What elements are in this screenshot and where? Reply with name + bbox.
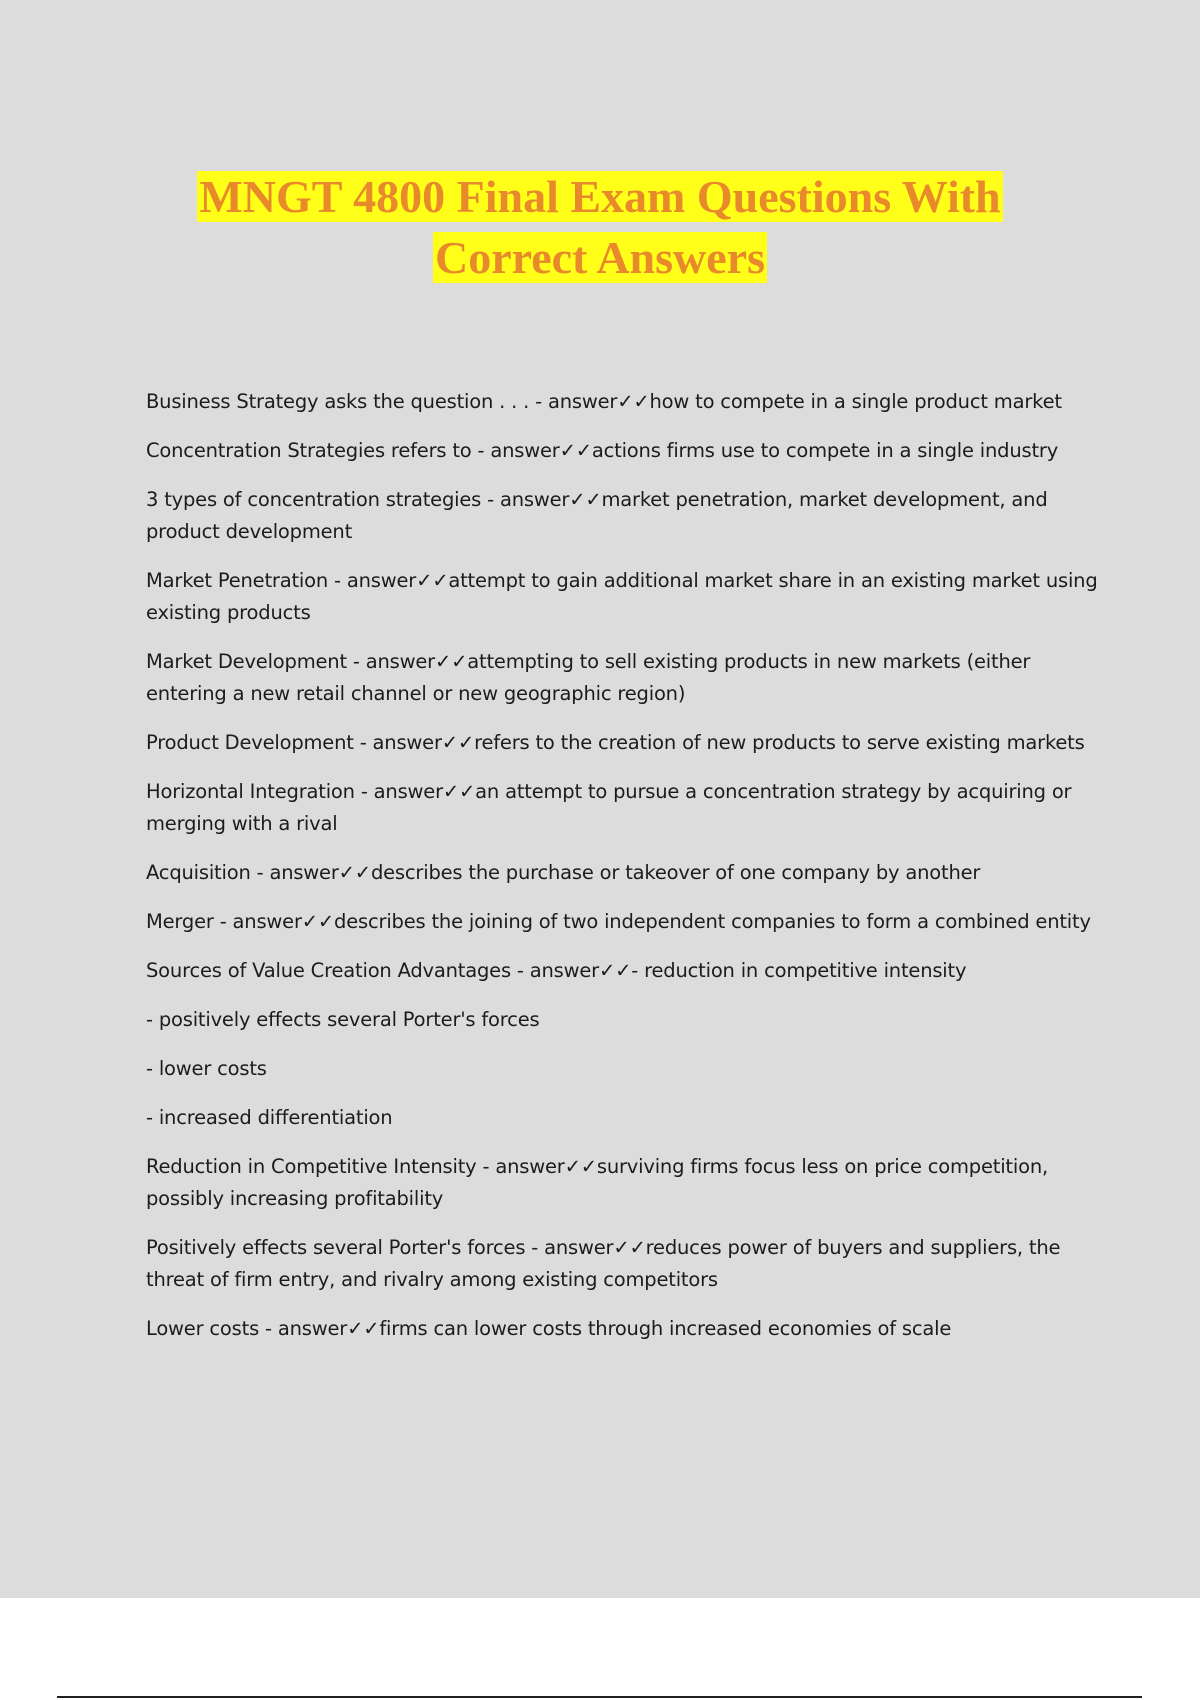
qa-item — [146, 435, 1098, 467]
qa-term: Business Strategy asks the question . . . — [146, 390, 530, 413]
qa-item — [146, 1151, 1098, 1215]
qa-item — [146, 484, 1098, 548]
qa-answer-marker: - answer✓✓ — [250, 861, 371, 884]
qa-answer-marker: - answer✓✓ — [481, 488, 602, 511]
qa-answer-marker: - answer✓✓ — [259, 1317, 380, 1340]
qa-answer: surviving firms focus less on price competition, possibly increasing profitability — [146, 1155, 1048, 1210]
qa-answer-marker: - answer✓✓ — [354, 780, 476, 803]
qa-answer-marker: - answer✓✓ — [471, 439, 592, 462]
qa-answer-marker: - answer✓✓ — [213, 910, 335, 933]
qa-answer-marker: - answer✓✓ — [525, 1236, 646, 1259]
qa-item — [146, 955, 1098, 987]
document-title — [170, 166, 1030, 288]
qa-answer: actions firms use to compete in a single industry — [591, 439, 1059, 462]
document-title-highlight: MNGT 4800 Final Exam Questions With Correct Answers — [199, 171, 1001, 283]
qa-term: Lower costs — [146, 1317, 260, 1340]
qa-answer: describes the joining of two independent companies to form a combined entity — [334, 910, 1091, 933]
qa-term: Concentration Strategies refers to — [146, 439, 472, 462]
qa-answer: attempt to gain additional market share in an existing market using existing products — [146, 569, 1098, 624]
qa-answer-marker: - answer✓✓ — [353, 731, 475, 754]
qa-term: 3 types of concentration strategies — [146, 488, 482, 511]
qa-answer-marker: - answer✓✓ — [529, 390, 650, 413]
qa-answer: - reduction in competitive intensity — [631, 959, 967, 982]
qa-item — [146, 776, 1098, 840]
qa-item — [146, 565, 1098, 629]
qa-answer: describes the purchase or takeover of one company by another — [370, 861, 981, 884]
footer-rule — [57, 1696, 1142, 1698]
qa-item — [146, 727, 1098, 759]
qa-answer-marker: - answer✓✓ — [328, 569, 449, 592]
qa-item — [146, 1053, 1098, 1085]
qa-item — [146, 1102, 1098, 1134]
qa-item — [146, 1313, 1098, 1345]
qa-answer: reduces power of buyers and suppliers, the threat of firm entry, and rivalry among existing competitors — [146, 1236, 1061, 1291]
qa-term: Reduction in Competitive Intensity — [146, 1155, 477, 1178]
qa-list — [146, 386, 1098, 1362]
qa-term: Positively effects several Porter's forces — [146, 1236, 526, 1259]
qa-answer: market penetration, market development, and product development — [146, 488, 1048, 543]
qa-item — [146, 1004, 1098, 1036]
qa-answer: refers to the creation of new products to serve existing markets — [474, 731, 1085, 754]
qa-term: Sources of Value Creation Advantages — [146, 959, 511, 982]
qa-answer-marker: - answer✓✓ — [346, 650, 468, 673]
qa-term: Merger — [146, 910, 214, 933]
qa-answer-marker: - answer✓✓ — [476, 1155, 597, 1178]
qa-answer: an attempt to pursue a concentration strategy by acquiring or merging with a rival — [146, 780, 1072, 835]
qa-answer-marker: - answer✓✓ — [510, 959, 632, 982]
qa-item — [146, 386, 1098, 418]
qa-term: Product Development — [146, 731, 354, 754]
qa-item — [146, 906, 1098, 938]
qa-term: Horizontal Integration — [146, 780, 355, 803]
qa-answer: how to compete in a single product market — [649, 390, 1062, 413]
qa-answer: - lower costs — [146, 1057, 267, 1080]
qa-answer: - increased differentiation — [146, 1106, 393, 1129]
qa-item — [146, 646, 1098, 710]
qa-item — [146, 857, 1098, 889]
qa-answer: firms can lower costs through increased economies of scale — [379, 1317, 952, 1340]
qa-answer: - positively effects several Porter's forces — [146, 1008, 540, 1031]
qa-term: Acquisition — [146, 861, 251, 884]
qa-item — [146, 1232, 1098, 1296]
qa-term: Market Penetration — [146, 569, 329, 592]
title-block — [0, 166, 1200, 288]
qa-answer: attempting to sell existing products in new markets (either entering a new retail channel or new geographic region) — [146, 650, 1031, 705]
qa-term: Market Development — [146, 650, 347, 673]
